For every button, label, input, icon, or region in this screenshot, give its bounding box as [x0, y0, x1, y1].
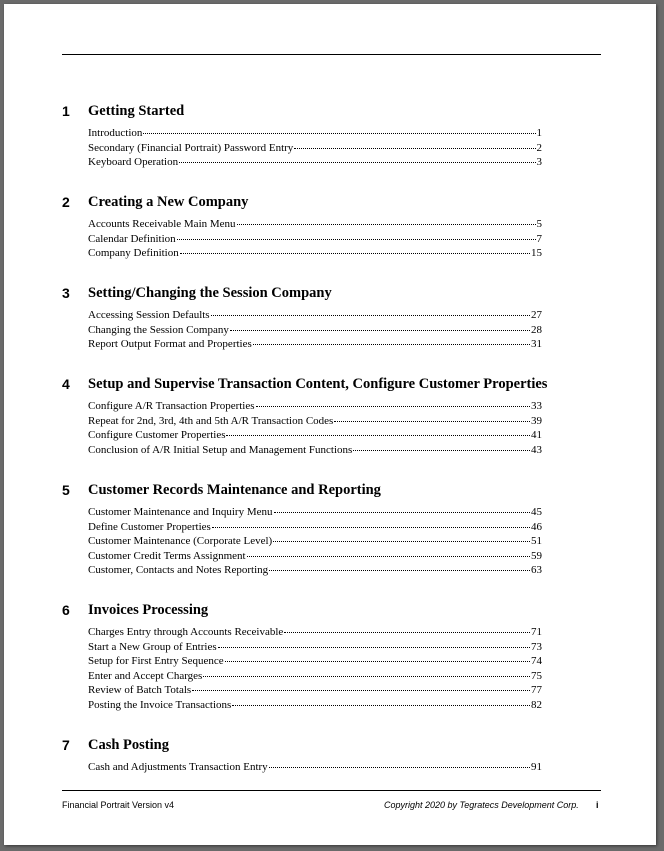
document-page	[4, 4, 656, 845]
toc-entry-title: Secondary (Financial Portrait) Password Entry	[88, 141, 294, 154]
dot-leader	[269, 570, 530, 571]
toc-entry[interactable]	[88, 324, 542, 339]
toc-entry-title: Posting the Invoice Transactions	[88, 698, 232, 711]
toc-entry-page: 33	[531, 400, 542, 412]
toc-entry-title: Calendar Definition	[88, 232, 176, 245]
toc-entry[interactable]	[88, 626, 542, 641]
toc-entry[interactable]	[88, 400, 542, 415]
toc-entry-title: Setup for First Entry Sequence	[88, 655, 224, 668]
toc-entry[interactable]	[88, 506, 542, 521]
section-title: Setup and Supervise Transaction Content, Configure Customer Properties	[88, 376, 548, 392]
toc-entry-title: Repeat for 2nd, 3rd, 4th and 5th A/R Transaction Codes	[88, 414, 334, 427]
toc-entry-page: 77	[531, 684, 542, 697]
section-title: Cash Posting	[88, 737, 169, 753]
section-title: Setting/Changing the Session Company	[88, 285, 332, 301]
toc-entry-title: Accounts Receivable Main Menu	[88, 218, 236, 230]
toc-entry-title: Report Output Format and Properties	[88, 338, 252, 351]
dot-leader	[225, 661, 530, 662]
toc-entry-page: 74	[531, 655, 542, 668]
toc-entry-title: Define Customer Properties	[88, 520, 211, 533]
toc-entry-title: Keyboard Operation	[88, 156, 179, 169]
section-heading	[62, 285, 542, 309]
section-number: 1	[62, 103, 70, 119]
toc-section-4	[62, 376, 548, 458]
section-heading	[62, 737, 542, 761]
toc-section-1	[62, 103, 542, 171]
section-number: 3	[62, 285, 70, 301]
toc-entry-title: Configure Customer Properties	[88, 429, 226, 442]
dot-leader	[143, 133, 535, 134]
dot-leader	[203, 676, 530, 677]
toc-entry-title: Conclusion of A/R Initial Setup and Management Functions	[88, 443, 353, 456]
header-rule	[62, 54, 601, 55]
toc-entry-page: 91	[531, 761, 542, 773]
toc-entry-title: Review of Batch Totals	[88, 684, 192, 697]
toc-entry-page: 15	[531, 247, 542, 260]
section-title: Getting Started	[88, 103, 185, 119]
dot-leader	[274, 512, 530, 513]
toc-entry-title: Customer Maintenance and Inquiry Menu	[88, 506, 273, 518]
toc-section-6	[62, 602, 542, 714]
toc-entry[interactable]	[88, 641, 542, 656]
section-number: 4	[62, 376, 70, 392]
section-heading	[62, 602, 542, 626]
toc-entry-page: 82	[531, 698, 542, 711]
section-number: 5	[62, 482, 70, 498]
toc-entry[interactable]	[88, 218, 542, 233]
toc-entry-page: 51	[531, 535, 542, 548]
dot-leader	[180, 253, 530, 254]
section-number: 7	[62, 737, 70, 753]
dot-leader	[218, 647, 530, 648]
dot-leader	[269, 767, 530, 768]
toc-entry[interactable]	[88, 156, 542, 171]
toc-entry[interactable]	[88, 415, 542, 430]
dot-leader	[192, 690, 530, 691]
footer-rule	[62, 790, 601, 791]
toc-entry[interactable]	[88, 444, 542, 459]
toc-entry[interactable]	[88, 699, 542, 714]
toc-entry[interactable]	[88, 521, 542, 536]
toc-entry-title: Company Definition	[88, 247, 179, 260]
toc-entry-page: 2	[536, 141, 542, 154]
dot-leader	[247, 556, 530, 557]
toc-entry[interactable]	[88, 670, 542, 685]
toc-section-5	[62, 482, 542, 579]
section-number: 2	[62, 194, 70, 210]
toc-section-3	[62, 285, 542, 353]
section-heading	[62, 376, 548, 400]
toc-entry-page: 43	[531, 443, 542, 456]
toc-entry-page: 59	[531, 549, 542, 562]
toc-entry-title: Enter and Accept Charges	[88, 669, 203, 682]
dot-leader	[284, 632, 530, 633]
dot-leader	[230, 330, 530, 331]
toc-entry-title: Customer Credit Terms Assignment	[88, 549, 246, 562]
footer-copyright: Copyright 2020 by Tegratecs Development Corp.	[384, 800, 579, 810]
section-heading	[62, 194, 542, 218]
toc-entry-page: 75	[531, 669, 542, 682]
dot-leader	[237, 224, 536, 225]
dot-leader	[253, 344, 530, 345]
toc-entry-page: 63	[531, 564, 542, 577]
toc-entry-page: 3	[536, 156, 542, 169]
dot-leader	[179, 162, 535, 163]
dot-leader	[353, 450, 530, 451]
toc-entry[interactable]	[88, 684, 542, 699]
toc-entry-title: Cash and Adjustments Transaction Entry	[88, 761, 268, 773]
toc-entry-page: 73	[531, 640, 542, 653]
section-heading	[62, 482, 542, 506]
footer-version: Financial Portrait Version v4	[62, 800, 175, 810]
toc-entry-page: 31	[531, 338, 542, 351]
dot-leader	[334, 421, 530, 422]
toc-entry-title: Charges Entry through Accounts Receivable	[88, 626, 284, 638]
toc-entry[interactable]	[88, 142, 542, 157]
toc-entry-page: 28	[531, 323, 542, 336]
toc-entry-page: 7	[536, 232, 542, 245]
section-heading	[62, 103, 542, 127]
toc-section-2	[62, 194, 542, 262]
toc-entry-page: 5	[536, 218, 542, 230]
toc-entry-page: 71	[531, 626, 542, 638]
toc-entry[interactable]	[88, 309, 542, 324]
dot-leader	[212, 527, 530, 528]
section-number: 6	[62, 602, 70, 618]
section-title: Invoices Processing	[88, 602, 209, 618]
toc-entry-title: Accessing Session Defaults	[88, 309, 210, 321]
dot-leader	[226, 435, 530, 436]
section-title: Customer Records Maintenance and Reporting	[88, 482, 381, 498]
toc-entry[interactable]	[88, 535, 542, 550]
toc-entry-title: Customer, Contacts and Notes Reporting	[88, 564, 269, 577]
toc-entry-title: Customer Maintenance (Corporate Level)	[88, 535, 273, 548]
toc-entry-title: Introduction	[88, 127, 143, 139]
toc-entry-page: 46	[531, 520, 542, 533]
dot-leader	[294, 148, 535, 149]
footer-page-number: i	[596, 800, 599, 810]
toc-entry[interactable]	[88, 338, 542, 353]
toc-entry[interactable]	[88, 655, 542, 670]
toc-entry-page: 27	[531, 309, 542, 321]
dot-leader	[232, 705, 530, 706]
toc-entry[interactable]	[88, 247, 542, 262]
dot-leader	[273, 541, 530, 542]
toc-entry-page: 41	[531, 429, 542, 442]
dot-leader	[177, 239, 536, 240]
toc-entry-page: 1	[536, 127, 542, 139]
toc-entry[interactable]	[88, 761, 542, 776]
toc-entry-title: Changing the Session Company	[88, 323, 229, 336]
toc-entry-title: Start a New Group of Entries	[88, 640, 217, 653]
toc-entry-page: 39	[531, 414, 542, 427]
section-title: Creating a New Company	[88, 194, 249, 210]
toc-entry-page: 45	[531, 506, 542, 518]
toc-entry[interactable]	[88, 127, 542, 142]
toc-entry[interactable]	[88, 233, 542, 248]
toc-entry[interactable]	[88, 564, 542, 579]
toc-entry[interactable]	[88, 550, 542, 565]
toc-entry-title: Configure A/R Transaction Properties	[88, 400, 255, 412]
dot-leader	[211, 315, 530, 316]
toc-entry[interactable]	[88, 429, 542, 444]
dot-leader	[256, 406, 530, 407]
toc-section-7	[62, 737, 542, 776]
